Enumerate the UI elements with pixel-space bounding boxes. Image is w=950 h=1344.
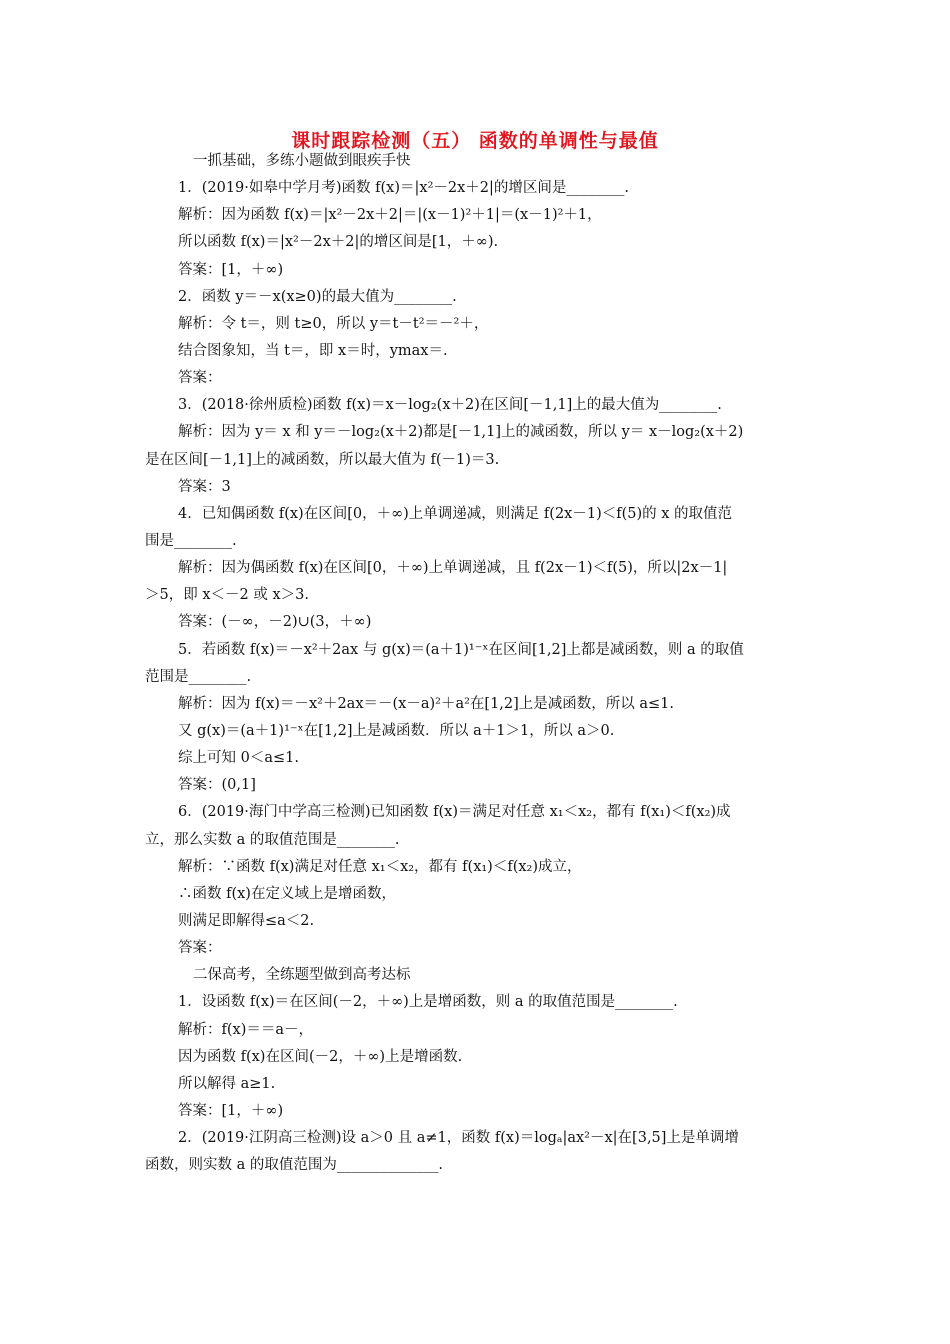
text-line: 范围是________. [145, 668, 252, 685]
text-line: 是在区间[－1,1]上的减函数，所以最大值为 f(－1)＝3. [145, 451, 500, 468]
text-line: 立，那么实数 a 的取值范围是________. [145, 831, 400, 848]
text-line: 4．已知偶函数 f(x)在区间[0，＋∞)上单调递减，则满足 f(2x－1)＜f(5)的 x 的取值范 [178, 505, 733, 522]
page-title: 课时跟踪检测（五） 函数的单调性与最值 [291, 130, 659, 152]
text-line: 答案：3 [178, 478, 231, 495]
text-line: 围是________. [145, 532, 237, 549]
section-heading: 一抓基础，多练小题做到眼疾手快 [193, 153, 411, 169]
text-line: 解析：因为 y＝ x 和 y＝－log₂(x＋2)都是[－1,1]上的减函数，所以 y＝ x－log₂(x＋2) [178, 424, 744, 441]
text-line: 又 g(x)＝(a＋1)¹⁻ˣ在[1,2]上是减函数．所以 a＋1＞1，所以 a＞0. [178, 722, 615, 739]
text-line: 答案：(－∞，－2)∪(3，＋∞) [178, 614, 372, 631]
text-line: 解析：∵函数 f(x)满足对任意 x₁＜x₂，都有 f(x₁)＜f(x₂)成立， [178, 858, 582, 875]
text-line: 1．设函数 f(x)＝在区间(－2，＋∞)上是增函数，则 a 的取值范围是________. [178, 994, 678, 1011]
text-line: 2．(2019·江阴高三检测)设 a＞0 且 a≠1，函数 f(x)＝logₐ|ax²－x|在[3,5]上是单调增 [178, 1130, 739, 1147]
section-heading: 二保高考，全练题型做到高考达标 [193, 967, 411, 984]
text-line: 解析：f(x)＝＝a－， [178, 1021, 314, 1038]
text-line: 答案： [178, 370, 222, 387]
text-line: 解析：令 t＝，则 t≥0，所以 y＝t－t²＝－²＋， [178, 315, 489, 332]
document-body [145, 148, 810, 1179]
text-line: 则满足即解得≤a＜2. [178, 912, 315, 929]
text-line: 结合图象知，当 t＝，即 x＝时，ymax＝. [178, 342, 448, 359]
text-line: 1．(2019·如皋中学月考)函数 f(x)＝|x²－2x＋2|的增区间是________. [178, 180, 630, 197]
text-line: 所以函数 f(x)＝|x²－2x＋2|的增区间是[1，＋∞). [178, 234, 499, 251]
text-line: 因为函数 f(x)在区间(－2，＋∞)上是增函数. [178, 1048, 463, 1065]
text-line: 函数，则实数 a 的取值范围为______________. [145, 1157, 443, 1174]
text-line: 6．(2019·海门中学高三检测)已知函数 f(x)＝满足对任意 x₁＜x₂，都有 f(x₁)＜f(x₂)成 [178, 804, 731, 821]
text-line: 所以解得 a≥1. [178, 1075, 276, 1092]
text-line: 综上可知 0＜a≤1. [178, 750, 299, 767]
text-line: 答案： [178, 940, 222, 957]
text-line: 答案：[1，＋∞) [178, 261, 284, 278]
text-line: 解析：因为函数 f(x)＝|x²－2x＋2|＝|(x－1)²＋1|＝(x－1)²＋1， [178, 207, 602, 224]
text-line: ∴函数 f(x)在定义域上是增函数， [178, 885, 396, 902]
text-line: 2．函数 y＝－x(x≥0)的最大值为________. [178, 288, 457, 305]
text-line: 3．(2018·徐州质检)函数 f(x)＝x－log₂(x＋2)在区间[－1,1]上的最大值为________. [178, 397, 722, 414]
text-line: 解析：因为 f(x)＝－x²＋2ax＝－(x－a)²＋a²在[1,2]上是减函数，所以 a≤1. [178, 695, 675, 712]
text-line: 解析：因为偶函数 f(x)在区间[0，＋∞)上单调递减，且 f(2x－1)＜f(5)，所以|2x－1| [178, 560, 728, 577]
text-line: 答案：[1，＋∞) [178, 1102, 284, 1119]
text-line: ＞5，即 x＜－2 或 x＞3. [145, 587, 309, 604]
text-line: 5．若函数 f(x)＝－x²＋2ax 与 g(x)＝(a＋1)¹⁻ˣ在区间[1,2]上都是减函数，则 a 的取值 [178, 641, 744, 658]
text-line: 答案：(0,1] [178, 777, 256, 794]
